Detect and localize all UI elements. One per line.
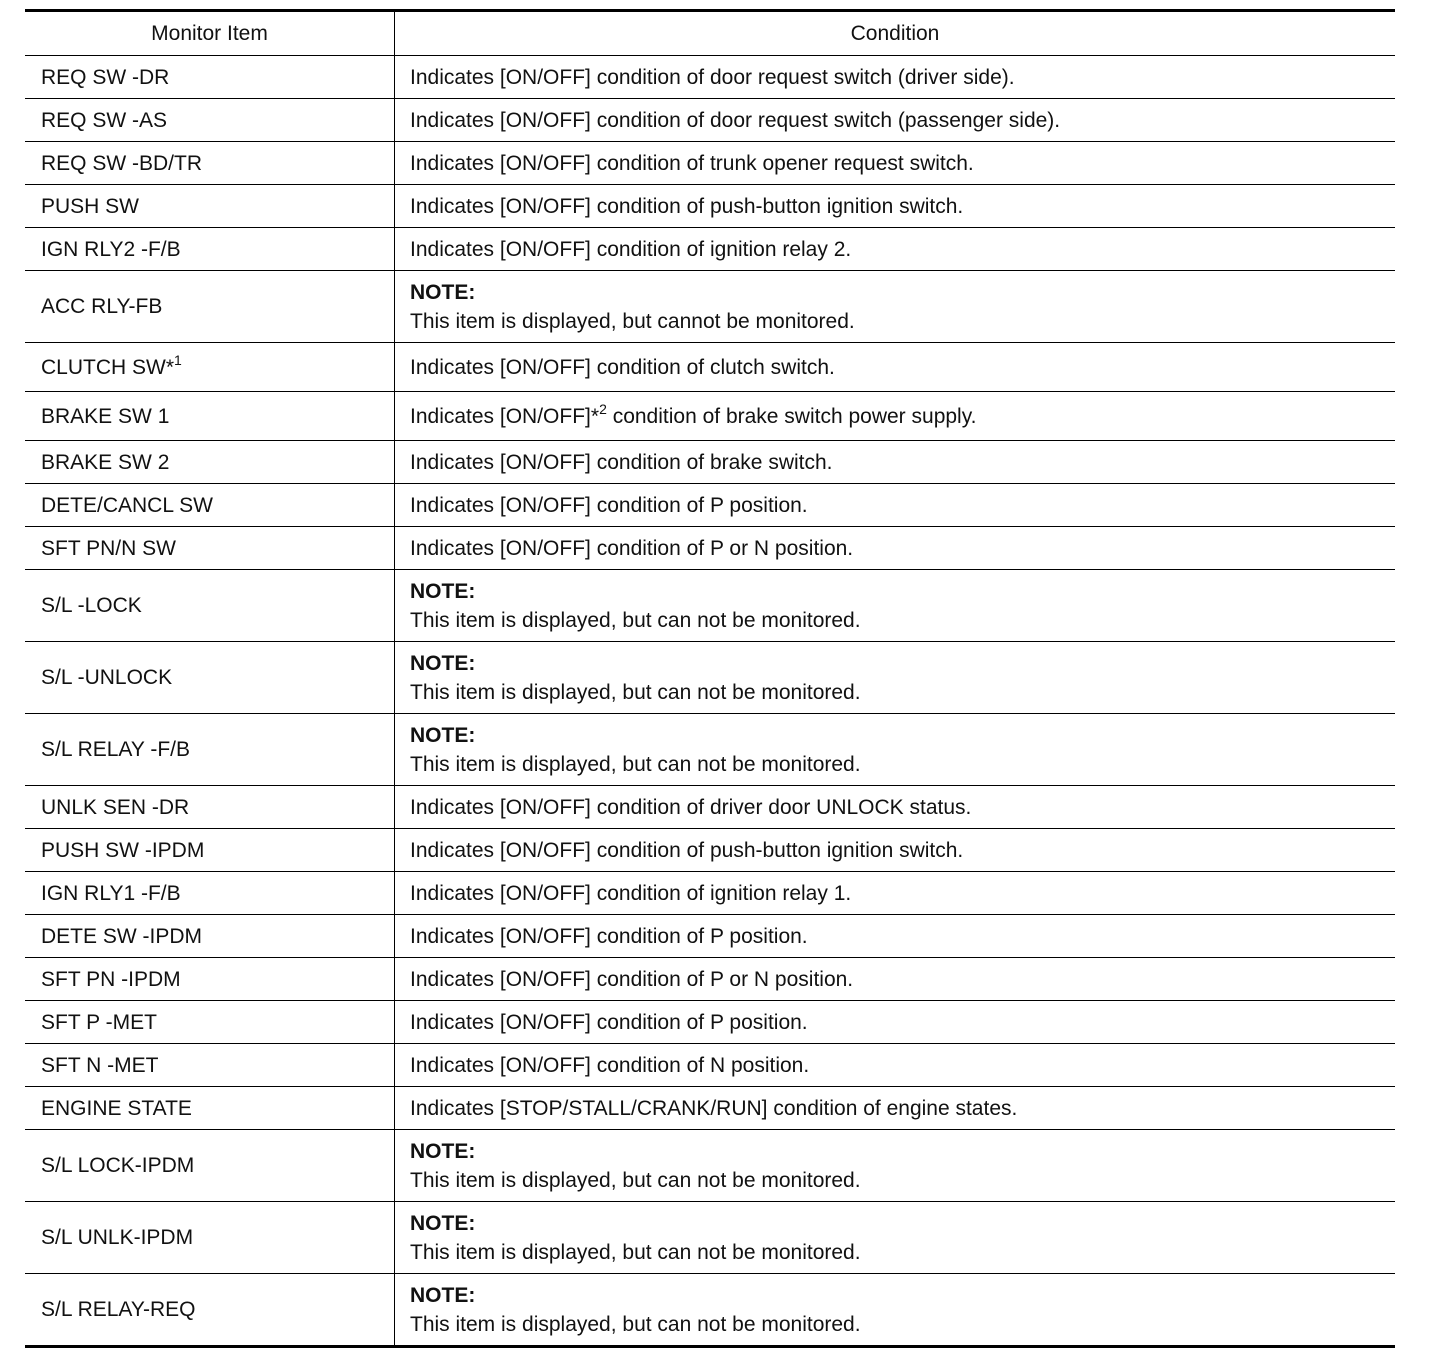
condition-text: condition of brake switch power supply. [606, 404, 977, 428]
table-row [25, 713, 1395, 785]
monitor-item-cell: SFT PN/N SW [25, 527, 395, 569]
condition-cell: Indicates [ON/OFF] condition of ignition relay 1. [410, 881, 852, 905]
condition-cell: Indicates [ON/OFF] condition of driver door UNLOCK status. [410, 795, 972, 819]
table-row [25, 1273, 1395, 1345]
footnote-marker: 2 [599, 400, 607, 417]
condition-cell: Indicates [ON/OFF] condition of brake switch. [410, 450, 833, 474]
note-text: This item is displayed, but can not be monitored. [410, 608, 861, 632]
table-row [25, 98, 1395, 141]
table-row [25, 1086, 1395, 1129]
condition-cell: Indicates [ON/OFF] condition of P position. [410, 1010, 808, 1034]
note-text: This item is displayed, but can not be monitored. [410, 1240, 861, 1264]
monitor-item-cell: S/L -LOCK [25, 570, 395, 641]
note-text: This item is displayed, but can not be monitored. [410, 680, 861, 704]
table-row [25, 1201, 1395, 1273]
condition-cell [395, 714, 1395, 785]
condition-cell: Indicates [ON/OFF] condition of push-button ignition switch. [410, 194, 964, 218]
monitor-item-cell: DETE/CANCL SW [25, 484, 395, 526]
condition-cell: Indicates [ON/OFF] condition of push-button ignition switch. [410, 838, 964, 862]
table-row [25, 440, 1395, 483]
monitor-item-cell: BRAKE SW 2 [25, 441, 395, 483]
condition-cell [395, 271, 1395, 342]
condition-text: Indicates [ON/OFF]* [410, 404, 600, 428]
condition-cell: Indicates [ON/OFF] condition of door request switch (passenger side). [410, 108, 1061, 132]
monitor-item-cell: DETE SW -IPDM [25, 915, 395, 957]
table-row [25, 141, 1395, 184]
note-label: NOTE: [410, 280, 476, 304]
monitor-item-cell: S/L RELAY-REQ [25, 1274, 395, 1345]
table-row [25, 957, 1395, 1000]
table-row [25, 391, 1395, 440]
table-row [25, 55, 1395, 98]
condition-cell [395, 1274, 1395, 1345]
monitor-item-cell: BRAKE SW 1 [25, 392, 395, 440]
table-row [25, 828, 1395, 871]
note-label: NOTE: [410, 1139, 476, 1163]
note-label: NOTE: [410, 1211, 476, 1235]
monitor-item-cell: PUSH SW -IPDM [25, 829, 395, 871]
condition-cell [395, 570, 1395, 641]
condition-cell: Indicates [ON/OFF] condition of P or N position. [410, 536, 854, 560]
monitor-item-cell: S/L UNLK-IPDM [25, 1202, 395, 1273]
table-row [25, 270, 1395, 342]
table-row [25, 785, 1395, 828]
note-text: This item is displayed, but can not be monitored. [410, 1312, 861, 1336]
table-row [25, 871, 1395, 914]
condition-cell [395, 1202, 1395, 1273]
condition-cell: Indicates [ON/OFF] condition of trunk opener request switch. [410, 151, 974, 175]
monitor-item-cell: S/L LOCK-IPDM [25, 1130, 395, 1201]
monitor-item-cell: IGN RLY1 -F/B [25, 872, 395, 914]
monitor-item-cell: S/L -UNLOCK [25, 642, 395, 713]
table-row [25, 526, 1395, 569]
header-condition: Condition [850, 22, 940, 45]
table-row [25, 1129, 1395, 1201]
monitor-item-cell: REQ SW -BD/TR [25, 142, 395, 184]
table-row [25, 569, 1395, 641]
table-header-row [25, 12, 1395, 55]
note-label: NOTE: [410, 579, 476, 603]
footnote-marker: 1 [174, 351, 182, 368]
header-monitor-item: Monitor Item [25, 12, 395, 55]
note-text: This item is displayed, but can not be monitored. [410, 752, 861, 776]
table-row [25, 914, 1395, 957]
condition-cell [395, 642, 1395, 713]
condition-cell: Indicates [ON/OFF] condition of N position. [410, 1053, 810, 1077]
condition-cell: Indicates [ON/OFF] condition of clutch switch. [410, 355, 835, 379]
table-row [25, 641, 1395, 713]
table-row [25, 184, 1395, 227]
monitor-item-cell: ENGINE STATE [25, 1087, 395, 1129]
condition-cell: Indicates [ON/OFF] condition of P position. [410, 924, 808, 948]
condition-cell: Indicates [STOP/STALL/CRANK/RUN] condition of engine states. [410, 1096, 1018, 1120]
monitor-item-text: CLUTCH SW* [41, 355, 175, 379]
monitor-item-cell: SFT N -MET [25, 1044, 395, 1086]
note-text: This item is displayed, but can not be monitored. [410, 1168, 861, 1192]
condition-cell [395, 392, 1395, 440]
condition-cell [395, 1130, 1395, 1201]
note-text: This item is displayed, but cannot be monitored. [410, 309, 855, 333]
condition-cell: Indicates [ON/OFF] condition of P position. [410, 493, 808, 517]
note-label: NOTE: [410, 651, 476, 675]
table-row [25, 227, 1395, 270]
monitor-item-cell: ACC RLY-FB [25, 271, 395, 342]
condition-cell: Indicates [ON/OFF] condition of door request switch (driver side). [410, 65, 1015, 89]
monitor-item-cell: SFT P -MET [25, 1001, 395, 1043]
condition-cell: Indicates [ON/OFF] condition of ignition relay 2. [410, 237, 852, 261]
monitor-item-cell: REQ SW -DR [25, 56, 395, 98]
table-row [25, 1000, 1395, 1043]
table-row [25, 483, 1395, 526]
monitor-item-cell: IGN RLY2 -F/B [25, 228, 395, 270]
monitor-item-cell: REQ SW -AS [25, 99, 395, 141]
monitor-item-cell: PUSH SW [25, 185, 395, 227]
note-label: NOTE: [410, 1283, 476, 1307]
table-row [25, 342, 1395, 391]
monitor-item-cell: UNLK SEN -DR [25, 786, 395, 828]
monitor-item-cell [25, 343, 395, 391]
monitor-item-cell: S/L RELAY -F/B [25, 714, 395, 785]
table-row [25, 1043, 1395, 1086]
monitor-item-table [25, 9, 1395, 1348]
condition-cell: Indicates [ON/OFF] condition of P or N position. [410, 967, 854, 991]
monitor-item-cell: SFT PN -IPDM [25, 958, 395, 1000]
note-label: NOTE: [410, 723, 476, 747]
